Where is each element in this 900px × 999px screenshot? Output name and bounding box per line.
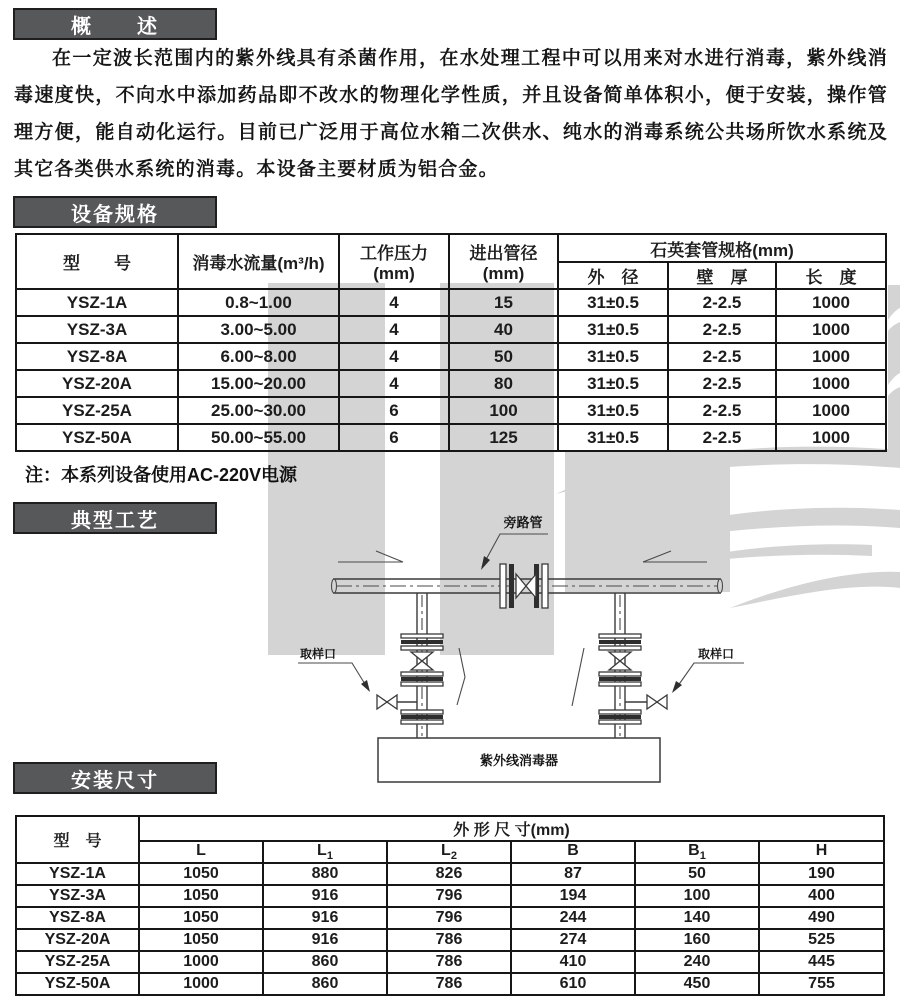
specs-title-text: 设备规格 xyxy=(71,203,159,226)
flow-mark-right xyxy=(572,648,584,706)
cell-wall: 2-2.5 xyxy=(668,424,776,451)
cell-b: 410 xyxy=(511,951,635,973)
cell-od: 31±0.5 xyxy=(558,370,668,397)
cell-h: 525 xyxy=(759,929,884,951)
flow-mark-left xyxy=(457,648,465,705)
cell-wall: 2-2.5 xyxy=(668,370,776,397)
arrowhead xyxy=(481,556,490,570)
flow-arrow-left xyxy=(338,551,403,562)
cell-model: YSZ-50A xyxy=(16,424,178,451)
cell-b: 244 xyxy=(511,907,635,929)
cell-h: 400 xyxy=(759,885,884,907)
cell-od: 31±0.5 xyxy=(558,424,668,451)
flow-arrow-right xyxy=(643,551,707,562)
bypass-label xyxy=(481,515,548,570)
cell-length: 1000 xyxy=(776,370,886,397)
cell-diameter: 50 xyxy=(449,343,558,370)
sample-valve-right xyxy=(647,695,657,709)
cell-b1: 160 xyxy=(635,929,759,951)
cell-l: 1000 xyxy=(139,951,263,973)
cell-model: YSZ-1A xyxy=(16,863,139,885)
table-row xyxy=(16,863,884,885)
cell-od: 31±0.5 xyxy=(558,343,668,370)
sample-right-text: 取样口 xyxy=(698,647,735,661)
power-note: 注：本系列设备使用AC-220V电源 xyxy=(25,465,298,485)
sample-label-right xyxy=(672,646,744,693)
cell-pressure: 4 xyxy=(339,370,449,397)
spec-col-pressure: 工作压力(mm) xyxy=(339,234,449,289)
cell-h: 190 xyxy=(759,863,884,885)
cell-l1: 880 xyxy=(263,863,387,885)
cell-length: 1000 xyxy=(776,289,886,316)
spec-col-wall: 壁 厚 xyxy=(668,262,776,289)
cell-flow: 25.00~30.00 xyxy=(178,397,339,424)
cell-b: 274 xyxy=(511,929,635,951)
cell-length: 1000 xyxy=(776,397,886,424)
cell-l2: 786 xyxy=(387,973,511,995)
cell-model: YSZ-25A xyxy=(16,397,178,424)
dim-col-model: 型 号 xyxy=(16,816,139,863)
cell-diameter: 80 xyxy=(449,370,558,397)
dim-col-h: H xyxy=(759,841,884,863)
cell-model: YSZ-3A xyxy=(16,885,139,907)
cell-model: YSZ-25A xyxy=(16,951,139,973)
cell-b: 194 xyxy=(511,885,635,907)
sterilizer-box-label: 紫外线消毒器 xyxy=(479,753,559,768)
cell-b1: 240 xyxy=(635,951,759,973)
cell-model: YSZ-20A xyxy=(16,929,139,951)
cell-l1: 916 xyxy=(263,885,387,907)
spec-col-length: 长 度 xyxy=(776,262,886,289)
cell-model: YSZ-8A xyxy=(16,907,139,929)
sterilizer-box xyxy=(378,738,660,782)
cell-pressure: 4 xyxy=(339,289,449,316)
dim-col-b1: $B_1$ xyxy=(635,841,759,863)
cell-l2: 786 xyxy=(387,951,511,973)
cell-length: 1000 xyxy=(776,343,886,370)
left-riser xyxy=(377,593,443,738)
spec-col-flow: 消毒水流量(m³/h) xyxy=(178,234,339,289)
cell-l: 1000 xyxy=(139,973,263,995)
sample-left-text: 取样口 xyxy=(300,647,337,661)
table-row xyxy=(16,907,884,929)
cell-h: 445 xyxy=(759,951,884,973)
cell-pressure: 6 xyxy=(339,424,449,451)
cell-l2: 796 xyxy=(387,907,511,929)
dim-col-l: L xyxy=(139,841,263,863)
cell-od: 31±0.5 xyxy=(558,316,668,343)
cell-wall: 2-2.5 xyxy=(668,397,776,424)
cell-length: 1000 xyxy=(776,424,886,451)
spec-col-quartz: 石英套管规格(mm) xyxy=(558,234,886,262)
section-title-install xyxy=(13,762,217,794)
dim-col-l1: $L_1$ xyxy=(263,841,387,863)
cell-wall: 2-2.5 xyxy=(668,289,776,316)
dim-col-group: 外 形 尺 寸(mm) xyxy=(139,816,884,841)
cell-od: 31±0.5 xyxy=(558,289,668,316)
cell-length: 1000 xyxy=(776,316,886,343)
cell-model: YSZ-20A xyxy=(16,370,178,397)
cell-flow: 0.8~1.00 xyxy=(178,289,339,316)
cell-l: 1050 xyxy=(139,929,263,951)
spec-col-diameter: 进出管径(mm) xyxy=(449,234,558,289)
cell-model: YSZ-50A xyxy=(16,973,139,995)
right-riser xyxy=(599,593,667,738)
cell-pressure: 4 xyxy=(339,316,449,343)
cell-pressure: 6 xyxy=(339,397,449,424)
cell-wall: 2-2.5 xyxy=(668,343,776,370)
dimension-table xyxy=(15,815,885,996)
cell-model: YSZ-8A xyxy=(16,343,178,370)
dim-col-b: B xyxy=(511,841,635,863)
cell-b: 610 xyxy=(511,973,635,995)
cell-pressure: 4 xyxy=(339,343,449,370)
cell-l2: 796 xyxy=(387,885,511,907)
spec-col-model: 型 号 xyxy=(16,234,178,289)
cell-l: 1050 xyxy=(139,863,263,885)
cell-l: 1050 xyxy=(139,907,263,929)
cell-diameter: 15 xyxy=(449,289,558,316)
cell-b1: 50 xyxy=(635,863,759,885)
dim-col-l2: $L_2$ xyxy=(387,841,511,863)
cell-wall: 2-2.5 xyxy=(668,316,776,343)
table-row xyxy=(16,885,884,907)
cell-l1: 916 xyxy=(263,907,387,929)
cell-h: 755 xyxy=(759,973,884,995)
cell-b1: 100 xyxy=(635,885,759,907)
cell-b1: 140 xyxy=(635,907,759,929)
cell-l2: 786 xyxy=(387,929,511,951)
table-row xyxy=(16,973,884,995)
cell-diameter: 125 xyxy=(449,424,558,451)
cell-b1: 450 xyxy=(635,973,759,995)
cell-l: 1050 xyxy=(139,885,263,907)
cell-l1: 916 xyxy=(263,929,387,951)
spec-col-od: 外 径 xyxy=(558,262,668,289)
bypass-label-text: 旁路管 xyxy=(503,515,543,530)
overview-title-text: 概 述 xyxy=(71,15,159,38)
cell-h: 490 xyxy=(759,907,884,929)
cell-b: 87 xyxy=(511,863,635,885)
process-title-text: 典型工艺 xyxy=(71,509,159,532)
cell-model: YSZ-1A xyxy=(16,289,178,316)
install-title-text: 安装尺寸 xyxy=(71,769,159,792)
table-row xyxy=(16,951,884,973)
cell-model: YSZ-3A xyxy=(16,316,178,343)
cell-diameter: 100 xyxy=(449,397,558,424)
sample-valve-left xyxy=(377,695,387,709)
table-row xyxy=(16,929,884,951)
cell-flow: 15.00~20.00 xyxy=(178,370,339,397)
arrowhead xyxy=(361,680,370,692)
overview-paragraph: 在一定波长范围内的紫外线具有杀菌作用，在水处理工程中可以用来对水进行消毒，紫外线消毒速度快，不向水中添加药品即不改水的物理化学性质，并且设备简单体积小，便于安装，操作管理方便，能自动化运行。目前已广泛用于高位水箱二次供水、纯水的消毒系统公共场所饮水系统及其它各类供水系统的消毒。本设备主要材质为铝合金。 xyxy=(14,48,888,180)
cell-diameter: 40 xyxy=(449,316,558,343)
cell-od: 31±0.5 xyxy=(558,397,668,424)
sample-label-left xyxy=(298,646,370,692)
cell-l2: 826 xyxy=(387,863,511,885)
cell-l1: 860 xyxy=(263,951,387,973)
cell-l1: 860 xyxy=(263,973,387,995)
cell-flow: 3.00~5.00 xyxy=(178,316,339,343)
cell-flow: 6.00~8.00 xyxy=(178,343,339,370)
cell-flow: 50.00~55.00 xyxy=(178,424,339,451)
